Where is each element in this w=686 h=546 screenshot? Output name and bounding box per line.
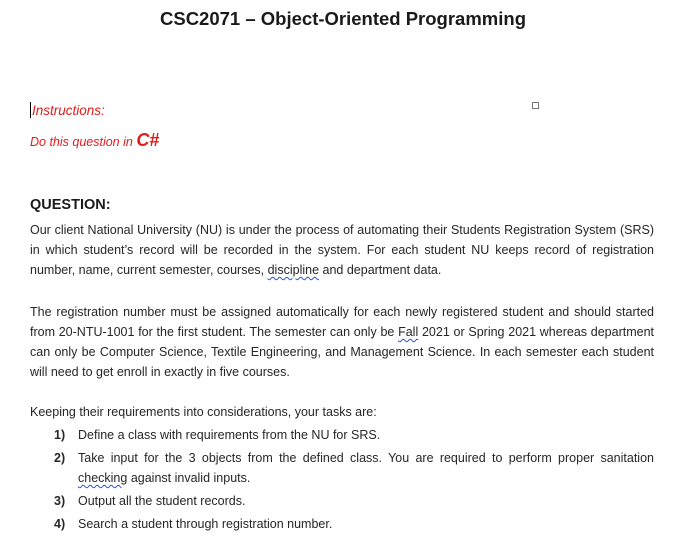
task-text: Output all the student records. — [78, 494, 246, 508]
task-text — [78, 448, 654, 488]
task-text-part: against invalid inputs. — [127, 471, 251, 485]
list-item — [54, 425, 654, 445]
paragraph-text: The registration number must be assigned automatically for each newly registered student and should started from 20-NTU-1001 for the first student. The semester can only be — [30, 305, 654, 339]
paragraph-text: and department data. — [319, 263, 442, 277]
task-list — [54, 425, 654, 537]
question-heading: QUESTION: — [30, 197, 111, 213]
paragraph-text: Our client National University (NU) is under the process of automating their Students Registration System (SRS) in which student’s record will be recorded in the system. For each student NU keeps record of registration number, name, current semester, courses, — [30, 223, 654, 277]
task-number: 2) — [54, 451, 66, 465]
text-cursor — [30, 102, 31, 118]
tasks-intro: Keeping their requirements into considerations, your tasks are: — [30, 405, 377, 419]
document-title: CSC2071 – Object-Oriented Programming — [160, 8, 526, 29]
task-number: 4) — [54, 517, 66, 531]
spellcheck-flagged-word: discipline — [267, 263, 320, 277]
spellcheck-flagged-word: checking — [78, 471, 128, 485]
instruction-text: Do this question in — [30, 135, 137, 149]
spellcheck-flagged-word: Fall — [398, 325, 419, 339]
task-text-part: Take input for the 3 objects from the defined class. You are required to perform proper sanitation — [78, 451, 654, 465]
checkbox-icon[interactable] — [532, 102, 539, 109]
list-item — [54, 448, 654, 488]
task-number: 3) — [54, 494, 66, 508]
paragraph-text: 2021 or Spring 2021 whereas department can only be Computer Science, Textile Engineering, and Management Science. In each semester each student will need to get enroll in exactly in five courses. — [30, 325, 654, 379]
task-text: Search a student through registration number. — [78, 517, 333, 531]
task-number: 1) — [54, 428, 66, 442]
instructions-heading: Instructions: — [32, 103, 105, 118]
language-label: C# — [136, 130, 160, 150]
list-item — [54, 491, 654, 511]
question-paragraph-2 — [30, 302, 654, 382]
task-text: Define a class with requirements from the NU for SRS. — [78, 428, 381, 442]
list-item — [54, 514, 654, 534]
instruction-line — [30, 130, 159, 151]
question-paragraph-1 — [30, 220, 654, 280]
